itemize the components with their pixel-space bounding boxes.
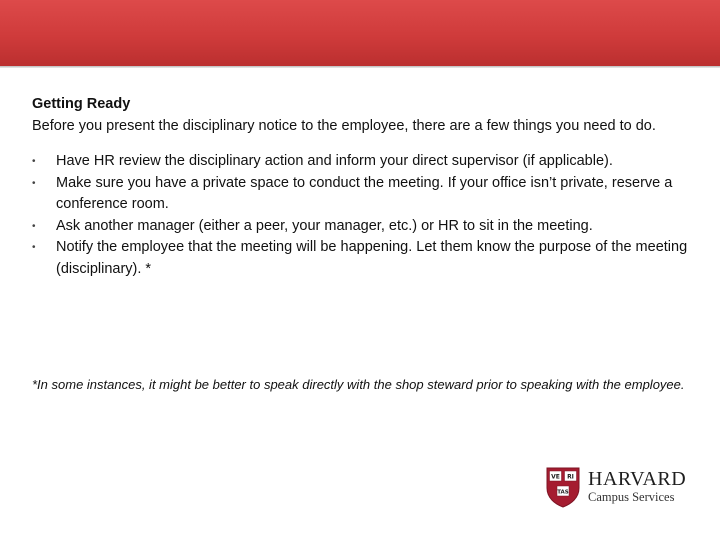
header-divider [0,66,720,68]
bullet-icon: • [32,156,36,167]
logo-subtitle: Campus Services [588,490,675,504]
slide-content [32,94,692,280]
bullet-icon: • [32,177,36,189]
intro-paragraph: Before you present the disciplinary notice to the employee, there are a few things you need to do. [32,117,656,134]
bullet-icon: • [32,242,36,253]
bullet-icon: • [32,220,36,232]
list-item [32,216,692,238]
header-bar [0,0,720,66]
shield-text: VE [551,473,560,481]
logo-wordmark: HARVARD [588,468,687,490]
shield-text: RI [567,473,574,481]
list-item [32,173,692,216]
shield-text: TAS [557,489,569,496]
list-item [32,151,692,173]
list-item [32,237,692,280]
list-item-text: Have HR review the disciplinary action and inform your direct supervisor (if applicable). [56,153,613,169]
section-heading: Getting Ready [32,96,131,112]
harvard-shield-icon [545,466,581,508]
bullet-list [32,151,692,280]
list-item-text: Make sure you have a private space to conduct the meeting. If your office isn’t private, reserve a conference room. [56,174,673,212]
list-item-text: Notify the employee that the meeting will be happening. Let them know the purpose of the meeting (disciplinary). * [56,239,688,277]
harvard-logo [545,466,695,510]
list-item-text: Ask another manager (either a peer, your manager, etc.) or HR to sit in the meeting. [56,217,593,234]
footnote: *In some instances, it might be better to speak directly with the shop steward prior to speaking with the employee. [32,377,685,392]
